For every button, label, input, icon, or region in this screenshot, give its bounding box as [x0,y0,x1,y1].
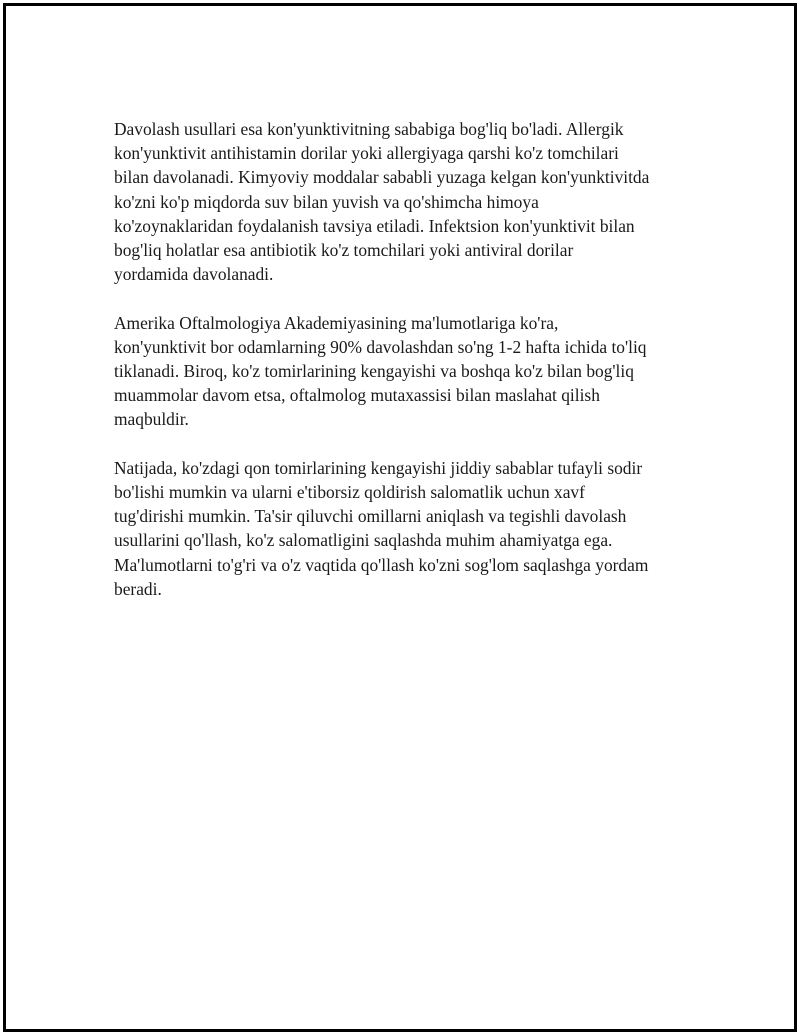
text-line: beradi. [114,578,162,599]
paragraph-treatment [114,117,694,286]
text-line: kon'yunktivit antihistamin dorilar yoki allergiyaga qarshi ko'z tomchilari [114,143,619,164]
text-line: tiklanadi. Biroq, ko'z tomirlarining kengayishi va boshqa ko'z bilan bog'liq [114,361,634,382]
text-line: bilan davolanadi. Kimyoviy moddalar sababli yuzaga kelgan kon'yunktivitda [114,167,650,188]
text-line: muammolar davom etsa, oftalmolog mutaxassisi bilan maslahat qilish [114,385,600,406]
text-line: tug'dirishi mumkin. Ta'sir qiluvchi omillarni aniqlash va tegishli davolash [114,506,627,527]
text-line: maqbuldir. [114,409,189,430]
document-body [114,117,694,625]
text-line: Ma'lumotlarni to'g'ri va o'z vaqtida qo'llash ko'zni sog'lom saqlashga yordam [114,554,649,575]
text-line: Davolash usullari esa kon'yunktivitning sababiga bog'liq bo'ladi. Allergik [114,119,624,139]
text-line: bo'lishi mumkin va ularni e'tiborsiz qoldirish salomatlik uchun xavf [114,482,585,503]
text-line: bog'liq holatlar esa antibiotik ko'z tomchilari yoki antiviral dorilar [114,240,574,261]
text-line: ko'zoynaklaridan foydalanish tavsiya etiladi. Infektsion kon'yunktivit bilan [114,215,635,236]
text-line: ko'zni ko'p miqdorda suv bilan yuvish va qo'shimcha himoya [114,191,539,212]
paragraph-academy [114,311,694,432]
text-line: Amerika Oftalmologiya Akademiyasining ma'lumotlariga ko'ra, [114,312,559,333]
text-line: yordamida davolanadi. [114,264,274,285]
paragraph-conclusion [114,456,694,601]
text-line: Natijada, ko'zdagi qon tomirlarining kengayishi jiddiy sabablar tufayli sodir [114,457,643,478]
text-line: usullarini qo'llash, ko'z salomatligini saqlashda muhim ahamiyatga ega. [114,530,613,551]
text-line: kon'yunktivit bor odamlarning 90% davolashdan so'ng 1-2 hafta ichida to'liq [114,336,647,357]
